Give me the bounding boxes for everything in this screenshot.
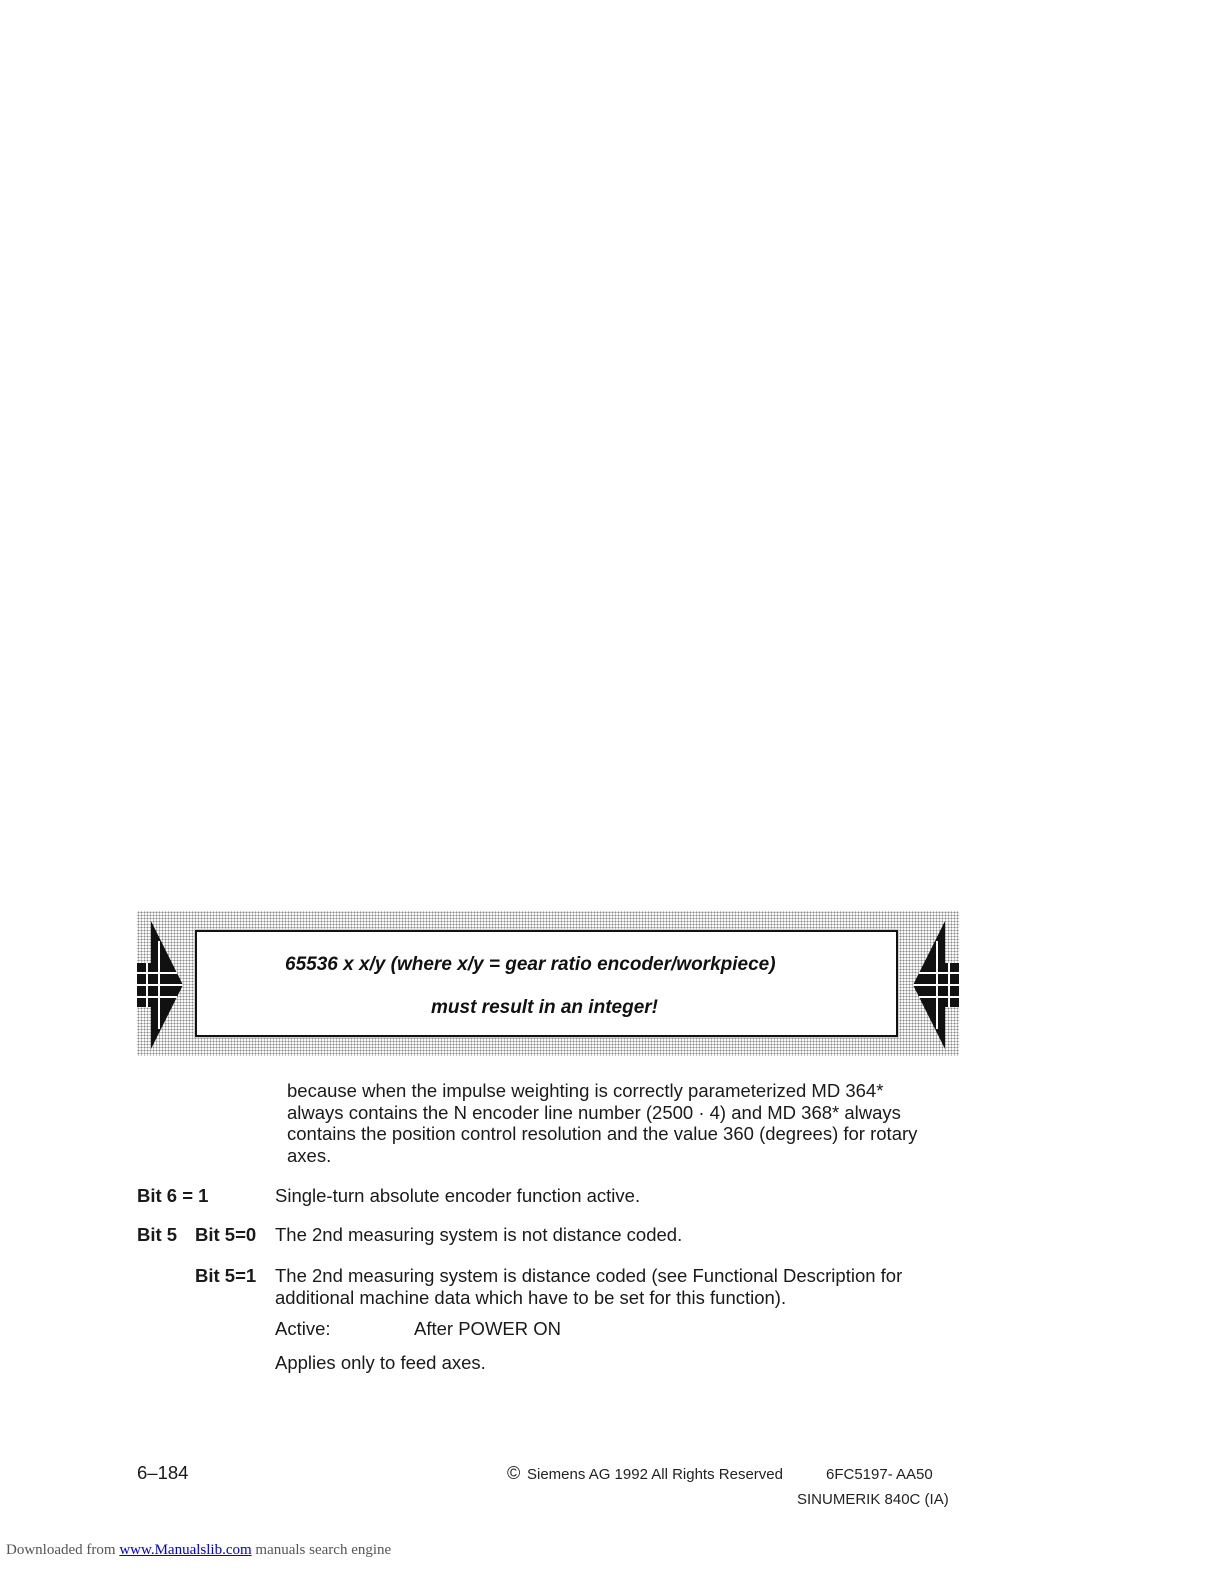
active-label: Active: <box>275 1318 331 1339</box>
order-number: 6FC5197- AA50 <box>826 1466 933 1483</box>
applies-note: Applies only to feed axes. <box>275 1352 486 1373</box>
warning-line-2: must result in an integer! <box>431 997 658 1018</box>
manualslib-link[interactable]: www.Manualslib.com <box>119 1542 252 1558</box>
page-number: 6–184 <box>137 1462 189 1483</box>
download-prefix: Downloaded from <box>6 1542 120 1558</box>
active-value: After POWER ON <box>414 1318 561 1339</box>
download-banner <box>6 1542 391 1559</box>
bit5-1-label: Bit 5=1 <box>195 1265 257 1286</box>
paragraph-line: always contains the N encoder line number (2500 · 4) and MD 368* always <box>287 1101 901 1123</box>
warning-arrow-right-icon <box>913 921 959 1049</box>
bit5-label: Bit 5 <box>137 1224 178 1245</box>
download-suffix: manuals search engine <box>251 1542 392 1558</box>
explanation-paragraph <box>287 1080 952 1166</box>
paragraph-line: contains the position control resolution and the value 360 (degrees) for rotary <box>287 1123 918 1144</box>
bit5-0-label: Bit 5=0 <box>195 1224 257 1245</box>
bit5-1-line: additional machine data which have to be set for this function). <box>275 1286 787 1308</box>
paragraph-line: axes. <box>287 1144 332 1166</box>
warning-line-1: 65536 x x/y (where x/y = gear ratio encoder/workpiece) <box>285 954 776 975</box>
warning-message-panel <box>195 930 898 1037</box>
bit5-0-description: The 2nd measuring system is not distance coded. <box>275 1224 683 1245</box>
bit5-1-line: The 2nd measuring system is distance coded (see Functional Description for <box>275 1265 903 1286</box>
product-name: SINUMERIK 840C (IA) <box>797 1491 949 1508</box>
bit5-1-description <box>275 1265 955 1308</box>
copyright-text: Siemens AG 1992 All Rights Reserved <box>527 1466 783 1483</box>
bit6-description: Single-turn absolute encoder function active. <box>275 1185 641 1206</box>
warning-arrow-left-icon <box>137 921 183 1049</box>
bit6-label: Bit 6 = 1 <box>137 1185 209 1206</box>
paragraph-line: because when the impulse weighting is correctly parameterized MD 364* <box>287 1080 884 1101</box>
copyright-symbol: © <box>507 1463 521 1483</box>
